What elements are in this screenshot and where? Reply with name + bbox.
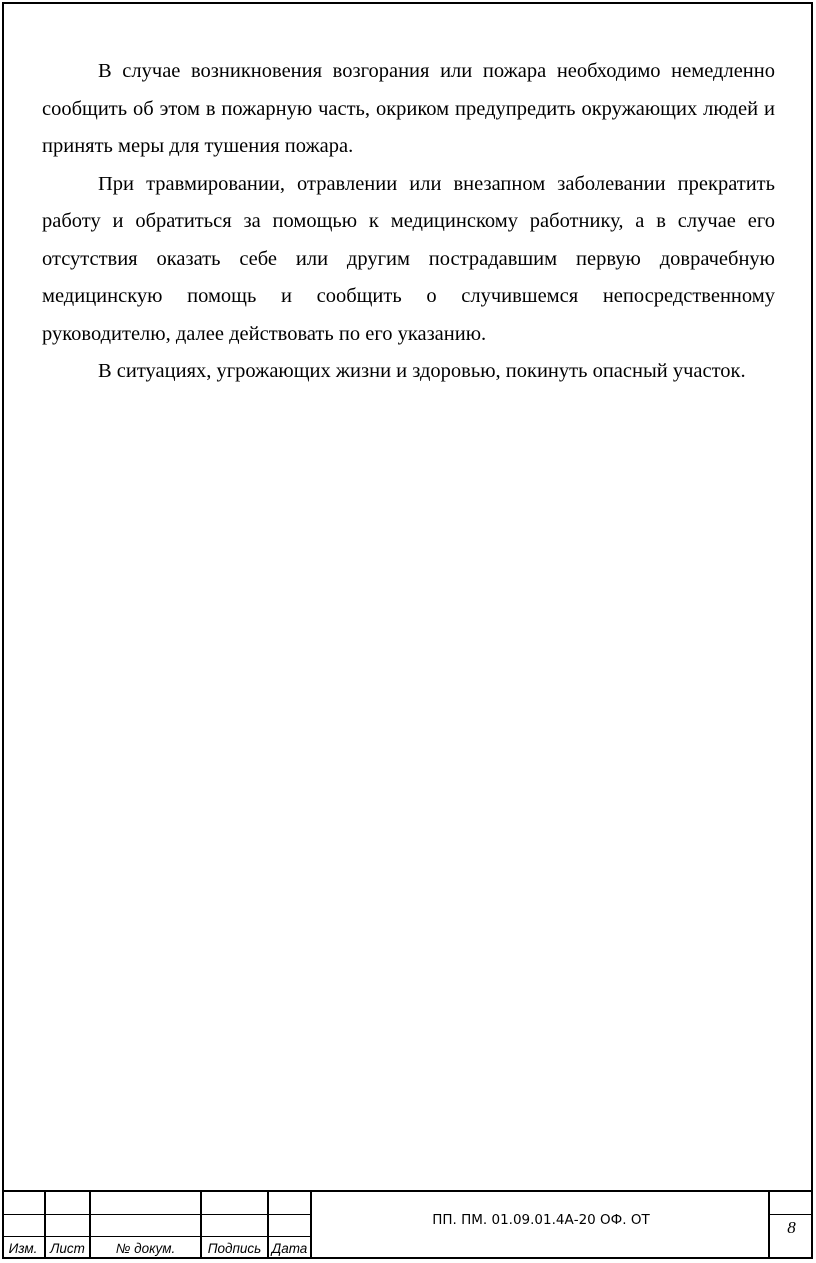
- paragraph-fire: В случае возникновения возгорания или пожара необходимо немедленно сообщить об этом в пожарную часть, окриком предупредить окружающих людей и принять меры для тушения пожара.: [42, 60, 775, 157]
- col-signature: Подпись: [207, 1240, 262, 1256]
- col-date: Дата: [271, 1240, 308, 1256]
- document-code: ПП. ПМ. 01.09.01.4А-20 ОФ. ОТ: [432, 1212, 650, 1228]
- title-block: [2, 1190, 813, 1259]
- col-doc-no: № докум.: [115, 1240, 176, 1256]
- stamp-row-line: [2, 1236, 310, 1237]
- stamp-row-line: [2, 1214, 310, 1215]
- col-list: Лист: [50, 1240, 85, 1256]
- sheet-number: 8: [787, 1218, 796, 1237]
- document-body: [42, 53, 775, 391]
- paragraph-injury: При травмировании, отравлении или внезапном заболевании прекратить работу и обратиться за помощью к медицинскому работнику, а в случае его отсутствия оказать себе или другим пострадавшим первую доврачебную медицинскую помощь и сообщить о случившемся непосредственному руководителю, далее действовать по его указанию.: [42, 172, 775, 345]
- col-izm: Изм.: [8, 1240, 38, 1256]
- paragraph-danger: В ситуациях, угрожающих жизни и здоровью, покинуть опасный участок.: [98, 360, 746, 382]
- stamp-row-line: [768, 1214, 813, 1215]
